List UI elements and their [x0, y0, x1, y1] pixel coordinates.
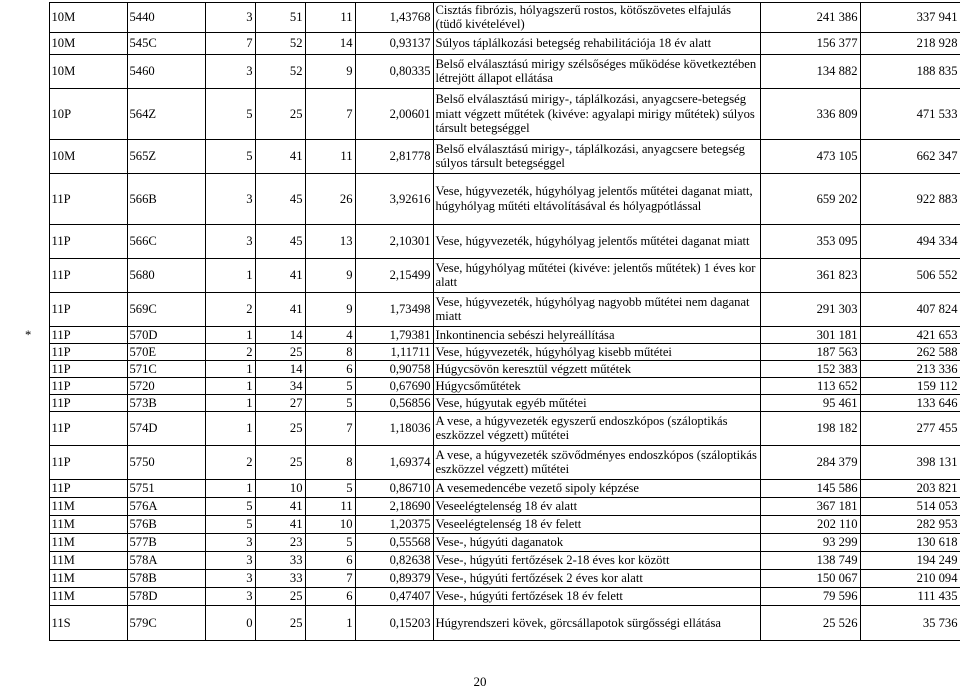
table-row [23, 497, 960, 515]
amount1-cell: 150 067 [760, 569, 860, 587]
weight-cell: 0,80335 [355, 54, 433, 88]
description-cell: Belső elválasztású mirigy-, táplálkozási, anyagcsere betegség súlyos társult betegséggel [433, 139, 760, 173]
n1-cell: 5 [205, 497, 255, 515]
weight-cell: 1,79381 [355, 326, 433, 343]
n2-cell: 41 [255, 292, 305, 326]
n2-cell: 25 [255, 605, 305, 640]
group-cell: 11P [49, 326, 127, 343]
n1-cell: 5 [205, 515, 255, 533]
table-row [23, 139, 960, 173]
amount1-cell: 473 105 [760, 139, 860, 173]
n3-cell: 11 [305, 497, 355, 515]
group-cell: 11M [49, 497, 127, 515]
n1-cell: 1 [205, 377, 255, 394]
n2-cell: 52 [255, 32, 305, 54]
amount2-cell: 213 336 [860, 360, 960, 377]
group-cell: 10M [49, 32, 127, 54]
description-cell: Húgycsőműtétek [433, 377, 760, 394]
description-cell: Vese-, húgyúti fertőzések 2 éves kor alatt [433, 569, 760, 587]
amount1-cell: 202 110 [760, 515, 860, 533]
amount1-cell: 138 749 [760, 551, 860, 569]
code-cell: 576B [127, 515, 205, 533]
group-cell: 11M [49, 587, 127, 605]
table-row [23, 292, 960, 326]
amount1-cell: 361 823 [760, 258, 860, 292]
amount2-cell: 111 435 [860, 587, 960, 605]
n3-cell: 6 [305, 360, 355, 377]
table-row [23, 360, 960, 377]
table-row [23, 32, 960, 54]
page-number: 20 [473, 674, 487, 689]
weight-cell: 0,93137 [355, 32, 433, 54]
table-row [23, 258, 960, 292]
group-cell: 11P [49, 394, 127, 411]
group-cell: 11P [49, 411, 127, 445]
code-cell: 5440 [127, 3, 205, 33]
group-cell: 11M [49, 551, 127, 569]
amount2-cell: 337 941 [860, 3, 960, 33]
n1-cell: 1 [205, 479, 255, 497]
amount1-cell: 156 377 [760, 32, 860, 54]
n3-cell: 14 [305, 32, 355, 54]
n2-cell: 45 [255, 224, 305, 258]
group-cell: 11P [49, 360, 127, 377]
row-mark [23, 377, 49, 394]
amount2-cell: 398 131 [860, 445, 960, 479]
table-row [23, 377, 960, 394]
n1-cell: 3 [205, 173, 255, 224]
n3-cell: 5 [305, 394, 355, 411]
n1-cell: 3 [205, 587, 255, 605]
amount2-cell: 421 653 [860, 326, 960, 343]
n1-cell: 2 [205, 292, 255, 326]
code-cell: 566B [127, 173, 205, 224]
amount2-cell: 35 736 [860, 605, 960, 640]
n1-cell: 1 [205, 326, 255, 343]
n2-cell: 14 [255, 326, 305, 343]
group-cell: 11P [49, 258, 127, 292]
n3-cell: 6 [305, 551, 355, 569]
code-cell: 571C [127, 360, 205, 377]
amount1-cell: 353 095 [760, 224, 860, 258]
code-cell: 5720 [127, 377, 205, 394]
group-cell: 10M [49, 139, 127, 173]
n2-cell: 25 [255, 587, 305, 605]
description-cell: A vesemedencébe vezető sipoly képzése [433, 479, 760, 497]
group-cell: 11P [49, 224, 127, 258]
n2-cell: 33 [255, 551, 305, 569]
weight-cell: 1,43768 [355, 3, 433, 33]
table-body [23, 3, 960, 641]
row-mark [23, 88, 49, 139]
table-row [23, 533, 960, 551]
n2-cell: 25 [255, 411, 305, 445]
code-cell: 578A [127, 551, 205, 569]
table-row [23, 326, 960, 343]
description-cell: Súlyos táplálkozási betegség rehabilitációja 18 év alatt [433, 32, 760, 54]
n3-cell: 9 [305, 258, 355, 292]
weight-cell: 0,82638 [355, 551, 433, 569]
row-mark [23, 551, 49, 569]
table-row [23, 173, 960, 224]
row-mark [23, 224, 49, 258]
n3-cell: 8 [305, 343, 355, 360]
amount2-cell: 262 588 [860, 343, 960, 360]
description-cell: Vese, húgyvezeték, húgyhólyag jelentős műtétei daganat miatt [433, 224, 760, 258]
code-cell: 570E [127, 343, 205, 360]
row-mark [23, 54, 49, 88]
row-mark [23, 139, 49, 173]
description-cell: Vese, húgyvezeték, húgyhólyag kisebb műtétei [433, 343, 760, 360]
group-cell: 11P [49, 343, 127, 360]
description-cell: A vese, a húgyvezeték szövődményes endoszkópos (száloptikás eszközzel végzett) műtétei [433, 445, 760, 479]
table-row [23, 587, 960, 605]
description-cell: Vese, húgyhólyag műtétei (kivéve: jelentős műtétek) 1 éves kor alatt [433, 258, 760, 292]
n3-cell: 7 [305, 88, 355, 139]
table-row [23, 343, 960, 360]
group-cell: 11P [49, 292, 127, 326]
weight-cell: 0,55568 [355, 533, 433, 551]
weight-cell: 0,47407 [355, 587, 433, 605]
weight-cell: 1,73498 [355, 292, 433, 326]
row-mark [23, 173, 49, 224]
row-mark [23, 445, 49, 479]
group-cell: 11M [49, 533, 127, 551]
row-mark [23, 569, 49, 587]
table-row [23, 605, 960, 640]
table-row [23, 54, 960, 88]
row-mark [23, 479, 49, 497]
amount1-cell: 301 181 [760, 326, 860, 343]
n2-cell: 33 [255, 569, 305, 587]
code-cell: 573B [127, 394, 205, 411]
amount1-cell: 152 383 [760, 360, 860, 377]
code-cell: 578D [127, 587, 205, 605]
n1-cell: 1 [205, 360, 255, 377]
row-mark [23, 32, 49, 54]
code-cell: 545C [127, 32, 205, 54]
description-cell: Inkontinencia sebészi helyreállítása [433, 326, 760, 343]
n2-cell: 34 [255, 377, 305, 394]
weight-cell: 2,81778 [355, 139, 433, 173]
weight-cell: 0,90758 [355, 360, 433, 377]
n2-cell: 41 [255, 258, 305, 292]
description-cell: Belső elválasztású mirigy szélsőséges működése következtében létrejött állapot ellátása [433, 54, 760, 88]
code-cell: 577B [127, 533, 205, 551]
row-mark [23, 394, 49, 411]
group-cell: 11P [49, 445, 127, 479]
description-cell: Veseelégtelenség 18 év felett [433, 515, 760, 533]
n3-cell: 9 [305, 54, 355, 88]
row-mark [23, 605, 49, 640]
row-mark [23, 3, 49, 33]
description-cell: Vese-, húgyúti fertőzések 2-18 éves kor között [433, 551, 760, 569]
n1-cell: 2 [205, 445, 255, 479]
amount1-cell: 241 386 [760, 3, 860, 33]
amount2-cell: 407 824 [860, 292, 960, 326]
n1-cell: 5 [205, 88, 255, 139]
n3-cell: 6 [305, 587, 355, 605]
n3-cell: 10 [305, 515, 355, 533]
n1-cell: 1 [205, 258, 255, 292]
weight-cell: 0,15203 [355, 605, 433, 640]
amount2-cell: 194 249 [860, 551, 960, 569]
row-mark [23, 292, 49, 326]
weight-cell: 1,11711 [355, 343, 433, 360]
weight-cell: 0,86710 [355, 479, 433, 497]
group-cell: 11S [49, 605, 127, 640]
n2-cell: 25 [255, 445, 305, 479]
n3-cell: 5 [305, 377, 355, 394]
weight-cell: 2,00601 [355, 88, 433, 139]
code-cell: 574D [127, 411, 205, 445]
amount1-cell: 336 809 [760, 88, 860, 139]
weight-cell: 2,18690 [355, 497, 433, 515]
row-mark [23, 258, 49, 292]
n1-cell: 7 [205, 32, 255, 54]
amount2-cell: 210 094 [860, 569, 960, 587]
row-mark [23, 497, 49, 515]
code-cell: 570D [127, 326, 205, 343]
table-row [23, 479, 960, 497]
amount1-cell: 145 586 [760, 479, 860, 497]
n2-cell: 27 [255, 394, 305, 411]
amount2-cell: 471 533 [860, 88, 960, 139]
code-cell: 565Z [127, 139, 205, 173]
row-mark [23, 360, 49, 377]
row-mark [23, 533, 49, 551]
amount1-cell: 284 379 [760, 445, 860, 479]
n1-cell: 0 [205, 605, 255, 640]
n3-cell: 4 [305, 326, 355, 343]
code-cell: 566C [127, 224, 205, 258]
amount2-cell: 514 053 [860, 497, 960, 515]
amount1-cell: 95 461 [760, 394, 860, 411]
row-mark [23, 515, 49, 533]
table-row [23, 569, 960, 587]
amount1-cell: 198 182 [760, 411, 860, 445]
n1-cell: 3 [205, 224, 255, 258]
row-mark [23, 587, 49, 605]
amount1-cell: 291 303 [760, 292, 860, 326]
code-cell: 564Z [127, 88, 205, 139]
amount2-cell: 922 883 [860, 173, 960, 224]
table-row [23, 3, 960, 33]
n2-cell: 52 [255, 54, 305, 88]
n3-cell: 5 [305, 479, 355, 497]
n1-cell: 3 [205, 3, 255, 33]
table-row [23, 515, 960, 533]
code-cell: 578B [127, 569, 205, 587]
description-cell: A vese, a húgyvezeték egyszerű endoszkópos (száloptikás eszközzel végzett) műtétei [433, 411, 760, 445]
n1-cell: 1 [205, 411, 255, 445]
n2-cell: 14 [255, 360, 305, 377]
group-cell: 10P [49, 88, 127, 139]
table-row [23, 394, 960, 411]
row-mark: * [25, 327, 32, 342]
amount2-cell: 159 112 [860, 377, 960, 394]
code-cell: 569C [127, 292, 205, 326]
n3-cell: 9 [305, 292, 355, 326]
weight-cell: 0,67690 [355, 377, 433, 394]
description-cell: Vese, húgyutak egyéb műtétei [433, 394, 760, 411]
n1-cell: 3 [205, 533, 255, 551]
code-cell: 5680 [127, 258, 205, 292]
description-cell: Húgycsövön keresztül végzett műtétek [433, 360, 760, 377]
n2-cell: 25 [255, 88, 305, 139]
table-row [23, 411, 960, 445]
n2-cell: 41 [255, 139, 305, 173]
amount2-cell: 130 618 [860, 533, 960, 551]
description-cell: Cisztás fibrózis, hólyagszerű rostos, kötőszövetes elfajulás (tüdő kivételével) [433, 3, 760, 33]
drg-table [23, 2, 960, 641]
table-row [23, 445, 960, 479]
weight-cell: 0,56856 [355, 394, 433, 411]
amount2-cell: 277 455 [860, 411, 960, 445]
amount1-cell: 134 882 [760, 54, 860, 88]
group-cell: 11P [49, 377, 127, 394]
amount1-cell: 93 299 [760, 533, 860, 551]
weight-cell: 3,92616 [355, 173, 433, 224]
n3-cell: 13 [305, 224, 355, 258]
description-cell: Veseelégtelenség 18 év alatt [433, 497, 760, 515]
amount1-cell: 113 652 [760, 377, 860, 394]
description-cell: Vese-, húgyúti fertőzések 18 év felett [433, 587, 760, 605]
n1-cell: 1 [205, 394, 255, 411]
n3-cell: 7 [305, 569, 355, 587]
n3-cell: 26 [305, 173, 355, 224]
amount2-cell: 133 646 [860, 394, 960, 411]
group-cell: 11P [49, 479, 127, 497]
n3-cell: 11 [305, 3, 355, 33]
amount2-cell: 662 347 [860, 139, 960, 173]
n1-cell: 2 [205, 343, 255, 360]
n3-cell: 11 [305, 139, 355, 173]
weight-cell: 2,15499 [355, 258, 433, 292]
amount1-cell: 659 202 [760, 173, 860, 224]
amount2-cell: 494 334 [860, 224, 960, 258]
group-cell: 11M [49, 515, 127, 533]
amount2-cell: 188 835 [860, 54, 960, 88]
description-cell: Vese, húgyvezeték, húgyhólyag jelentős műtétei daganat miatt, húgyhólyag műtéti eltávolításával és hólyagpótlással [433, 173, 760, 224]
amount1-cell: 79 596 [760, 587, 860, 605]
weight-cell: 0,89379 [355, 569, 433, 587]
description-cell: Vese, húgyvezeték, húgyhólyag nagyobb műtétei nem daganat miatt [433, 292, 760, 326]
n2-cell: 41 [255, 515, 305, 533]
amount1-cell: 25 526 [760, 605, 860, 640]
table-row [23, 88, 960, 139]
n1-cell: 3 [205, 551, 255, 569]
n2-cell: 51 [255, 3, 305, 33]
n3-cell: 1 [305, 605, 355, 640]
group-cell: 10M [49, 54, 127, 88]
group-cell: 11P [49, 173, 127, 224]
table-row [23, 224, 960, 258]
row-mark [23, 343, 49, 360]
weight-cell: 1,18036 [355, 411, 433, 445]
n2-cell: 25 [255, 343, 305, 360]
n3-cell: 7 [305, 411, 355, 445]
table-row [23, 551, 960, 569]
code-cell: 579C [127, 605, 205, 640]
n2-cell: 10 [255, 479, 305, 497]
description-cell: Húgyrendszeri kövek, görcsállapotok sürgősségi ellátása [433, 605, 760, 640]
n2-cell: 23 [255, 533, 305, 551]
n3-cell: 5 [305, 533, 355, 551]
description-cell: Vese-, húgyúti daganatok [433, 533, 760, 551]
n1-cell: 3 [205, 569, 255, 587]
weight-cell: 1,20375 [355, 515, 433, 533]
n2-cell: 41 [255, 497, 305, 515]
weight-cell: 2,10301 [355, 224, 433, 258]
amount1-cell: 367 181 [760, 497, 860, 515]
amount2-cell: 203 821 [860, 479, 960, 497]
code-cell: 576A [127, 497, 205, 515]
amount2-cell: 218 928 [860, 32, 960, 54]
amount2-cell: 282 953 [860, 515, 960, 533]
code-cell: 5751 [127, 479, 205, 497]
row-mark [23, 411, 49, 445]
code-cell: 5460 [127, 54, 205, 88]
n3-cell: 8 [305, 445, 355, 479]
description-cell: Belső elválasztású mirigy-, táplálkozási, anyagcsere-betegség miatt végzett műtétek (kivéve: agyalapi mirigy műtétek) súlyos társult betegséggel [433, 88, 760, 139]
amount1-cell: 187 563 [760, 343, 860, 360]
weight-cell: 1,69374 [355, 445, 433, 479]
n1-cell: 3 [205, 54, 255, 88]
group-cell: 11M [49, 569, 127, 587]
group-cell: 10M [49, 3, 127, 33]
amount2-cell: 506 552 [860, 258, 960, 292]
code-cell: 5750 [127, 445, 205, 479]
n2-cell: 45 [255, 173, 305, 224]
n1-cell: 5 [205, 139, 255, 173]
